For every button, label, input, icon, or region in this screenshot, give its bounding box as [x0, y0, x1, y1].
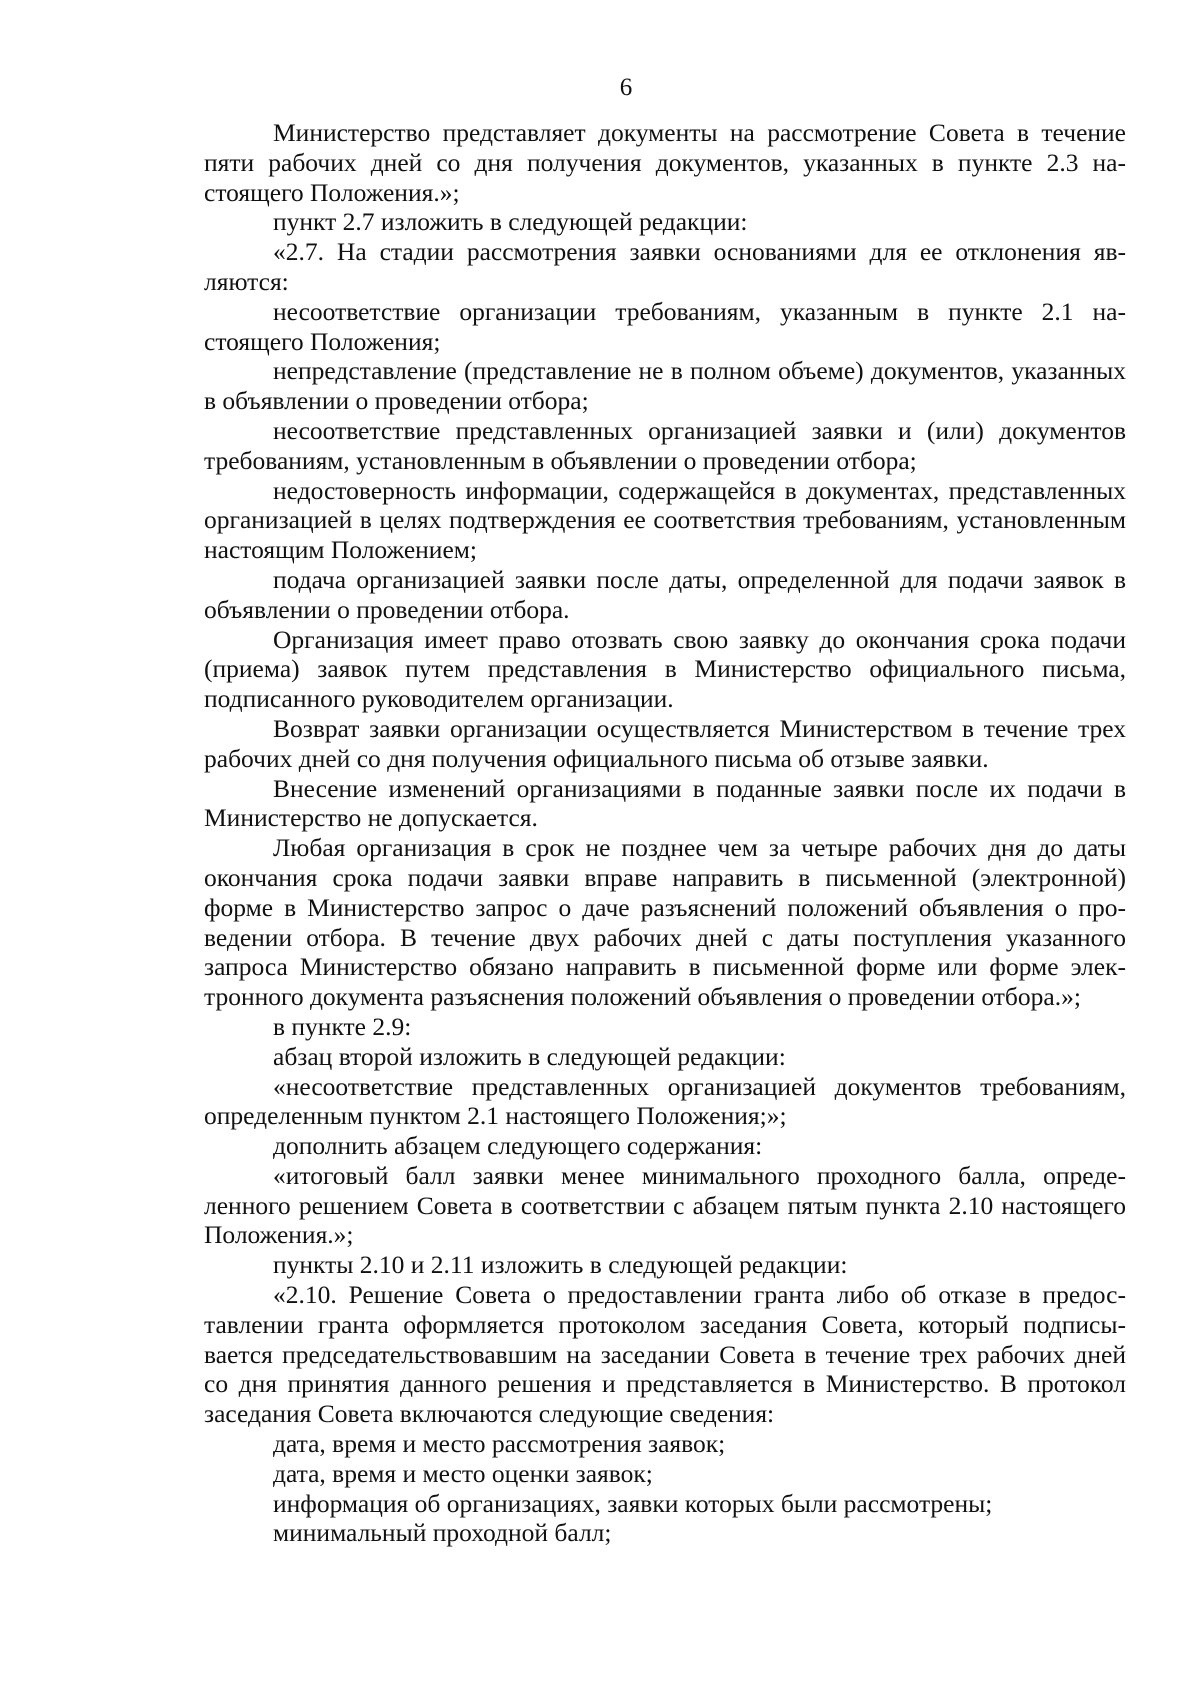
paragraph: дата, время и место оценки заявок; — [273, 1458, 653, 1488]
paragraph: Возврат заявки организации осуществляется Министерством в течение трех рабочих дней со дня получения официального письма об отзыве заявки. — [204, 713, 1126, 773]
paragraph: «итоговый балл заявки менее минимального проходного балла, определенного решением Совета в соответствии с абзацем пятым пункта 2.10 настоящего Положения.»; — [204, 1160, 1126, 1250]
paragraph: несоответствие представленных организацией заявки и (или) документов требованиям, установленным в объявлении о проведении отбора; — [204, 415, 1126, 475]
paragraph: в пункте 2.9: — [273, 1011, 412, 1041]
document-body — [204, 118, 1126, 1548]
paragraph: несоответствие организации требованиям, указанным в пункте 2.1 настоящего Положения; — [204, 296, 1126, 356]
paragraph: подача организацией заявки после даты, определенной для подачи заявок в объявлении о проведении отбора. — [204, 564, 1126, 624]
paragraph: минимальный проходной балл; — [273, 1518, 612, 1548]
paragraph: Организация имеет право отозвать свою заявку до окончания срока подачи (приема) заявок путем представления в Министерство официального письма, подписанного руководителем организации. — [204, 624, 1126, 714]
paragraph: недостоверность информации, содержащейся в документах, представленных организацией в целях подтверждения ее соответствия требованиям, установленным настоящим Положением; — [204, 475, 1126, 565]
paragraph: непредставление (представление не в полном объеме) документов, указанных в объявлении о проведении отбора; — [204, 356, 1126, 416]
paragraph: Министерство представляет документы на рассмотрение Совета в течение пяти рабочих дней со дня получения документов, указанных в пункте 2.3 настоящего Положения.»; — [204, 118, 1126, 207]
paragraph: пункт 2.7 изложить в следующей редакции: — [273, 207, 748, 237]
paragraph: пункты 2.10 и 2.11 изложить в следующей редакции: — [273, 1250, 848, 1280]
paragraph: дополнить абзацем следующего содержания: — [273, 1131, 763, 1161]
paragraph: «2.7. На стадии рассмотрения заявки основаниями для ее отклонения являются: — [204, 237, 1126, 296]
page-number: 6 — [619, 74, 633, 101]
paragraph: «2.10. Решение Совета о предоставлении гранта либо об отказе в предоставлении гранта оформляется протоколом заседания Совета, который подписывается председательствовавшим на заседании Совета в течение трех рабочих дней со дня принятия данного решения и представляется в Министерство. В протокол заседания Совета включаются следующие сведения: — [204, 1280, 1126, 1429]
paragraph: дата, время и место рассмотрения заявок; — [273, 1429, 726, 1459]
paragraph: Внесение изменений организациями в поданные заявки после их подачи в Министерство не допускается. — [204, 773, 1126, 833]
paragraph: Любая организация в срок не позднее чем за четыре рабочих дня до даты окончания срока подачи заявки вправе направить в письменной (электронной) форме в Министерство запрос о даче разъяснений положений объявления о проведении отбора. В течение двух рабочих дней с даты поступления указанного запроса Министерство обязано направить в письменной форме или форме электронного документа разъяснения положений объявления о проведении отбора.»; — [204, 833, 1126, 1012]
paragraph: информация об организациях, заявки которых были рассмотрены; — [273, 1488, 993, 1518]
paragraph: абзац второй изложить в следующей редакции: — [273, 1041, 786, 1071]
paragraph: «несоответствие представленных организацией документов требованиям, определенным пунктом 2.1 настоящего Положения;»; — [204, 1071, 1126, 1131]
